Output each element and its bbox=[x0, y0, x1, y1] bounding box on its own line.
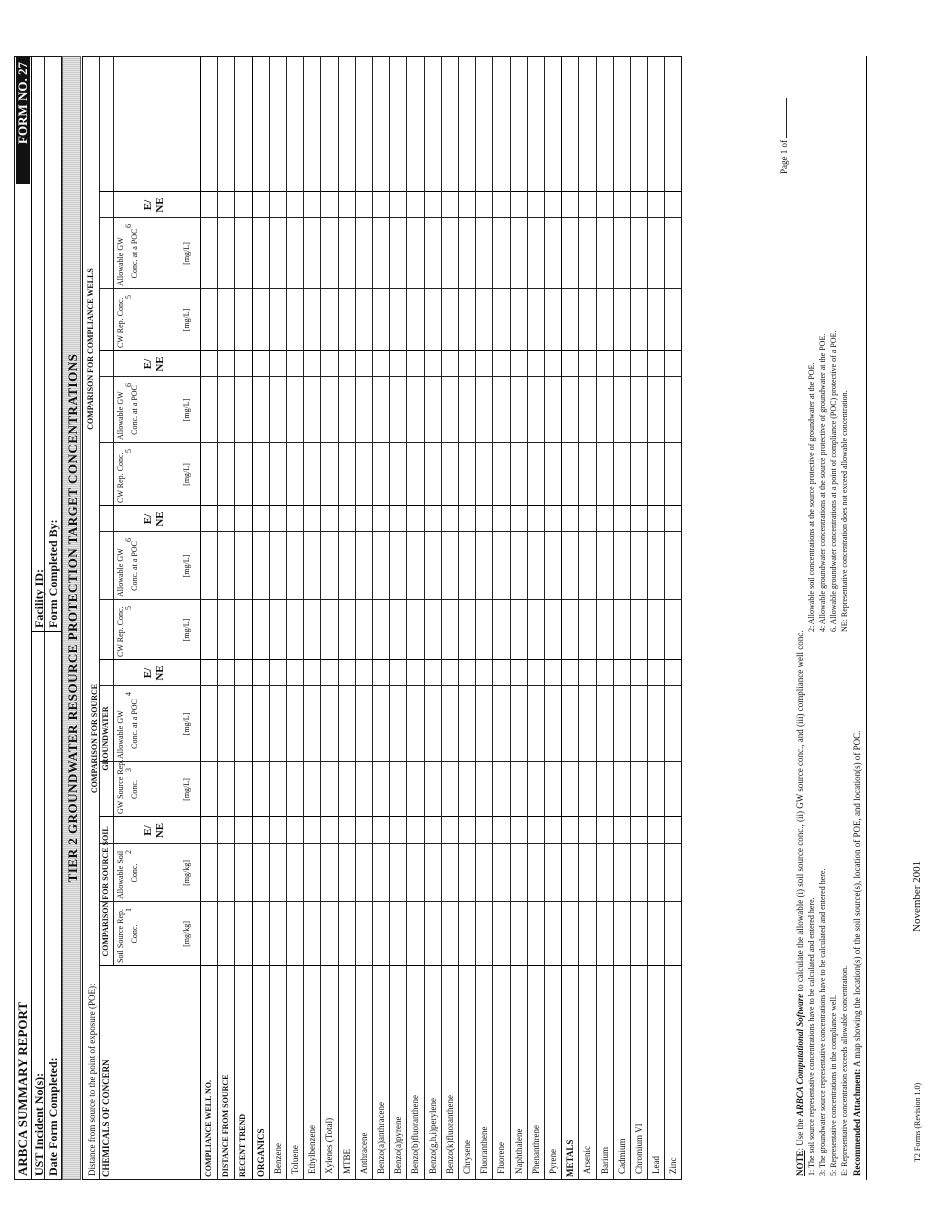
chemical-row-label: Chromium VI bbox=[634, 1123, 644, 1174]
chemical-row-label: Chrysene bbox=[462, 1140, 472, 1174]
special-row-label: RECENT TREND bbox=[238, 1113, 248, 1177]
table-rule bbox=[99, 531, 682, 532]
allowable-gw-poc-3-sup: 6 bbox=[124, 224, 133, 228]
table-rule bbox=[217, 56, 218, 1180]
chemical-row-label: Benzo(k)fluoranthene bbox=[444, 1095, 455, 1174]
table-rule bbox=[99, 350, 682, 351]
table-rule bbox=[99, 56, 100, 1180]
table-rule bbox=[269, 56, 270, 1180]
allowable-soil-conc-label: Allowable Soil bbox=[116, 850, 125, 899]
footer-revision: T2 Forms (Revision 1.0) bbox=[913, 1082, 922, 1162]
chemical-row-label: Pyrene bbox=[548, 1149, 558, 1174]
group-source-gw-2: GROUNDWATER bbox=[101, 706, 110, 771]
note-5: 5: Representative concentrations in the compliance well. bbox=[829, 994, 838, 1176]
soil-e-ne-e: E/ bbox=[142, 825, 154, 836]
soil-rep-conc-label: Soil Source Rep. bbox=[116, 909, 125, 963]
gw-rep-conc-label: GW Source Rep. bbox=[116, 759, 125, 814]
chemicals-header: CHEMICALS OF CONCERN bbox=[101, 1059, 111, 1177]
chemical-row-label: Zinc bbox=[668, 1157, 679, 1174]
allowable-gw-conc-src-label-2: Conc. at a POC bbox=[130, 699, 139, 749]
date-completed-label: Date Form Completed: bbox=[46, 1057, 60, 1176]
table-rule bbox=[99, 288, 682, 289]
table-rule bbox=[492, 56, 493, 1180]
group-source-soil: COMPARISON FOR SOURCE SOIL bbox=[101, 826, 110, 957]
note-e: E: Representative concentration exceeds allowable concentration. bbox=[840, 965, 849, 1176]
gw-rep-conc-label-2: Conc. bbox=[130, 780, 139, 799]
table-rule bbox=[424, 56, 425, 1180]
group-compliance-wells: COMPARISON FOR COMPLIANCE WELLS bbox=[86, 268, 95, 430]
note-2: 2: Allowable soil concentrations at the source protective of groundwater at the POE. bbox=[807, 362, 816, 632]
section-title: TIER 2 GROUNDWATER RESOURCE PROTECTION TARGET CONCENTRATIONS bbox=[65, 353, 80, 883]
table-rule bbox=[99, 816, 682, 817]
report-title: ARBCA SUMMARY REPORT bbox=[15, 1001, 30, 1176]
chemical-row-label: Ethylbenzene bbox=[307, 1125, 318, 1174]
table-rule bbox=[578, 56, 579, 1180]
chemical-row-label: MTBE bbox=[341, 1148, 352, 1174]
table-rule bbox=[320, 56, 321, 1180]
table-rule bbox=[113, 56, 114, 966]
cw-rep-conc-1-sup: 5 bbox=[124, 606, 133, 610]
chemical-row-label: Arsenic bbox=[582, 1146, 593, 1174]
chemical-row-label: Phenanthrene bbox=[530, 1125, 541, 1174]
chemical-row-label: Benzene bbox=[272, 1143, 283, 1174]
chemical-row-label: Benzo(a)pyrene bbox=[393, 1116, 404, 1174]
note-ne: NE: Representative concentration does not exceed allowable concentration. bbox=[840, 390, 849, 632]
table-rule bbox=[372, 56, 373, 1180]
ust-incident-label: UST Incident No(s): bbox=[32, 1072, 46, 1176]
cw1-e-ne-e: E/ bbox=[142, 513, 154, 525]
cw-rep-conc-2-sup: 5 bbox=[124, 449, 133, 453]
gw-e-ne-e: E/ bbox=[142, 667, 154, 679]
table-rule bbox=[99, 685, 682, 686]
table-rule bbox=[355, 56, 356, 1180]
group-source-gw: COMPARISON FOR SOURCE bbox=[90, 683, 99, 794]
table-rule bbox=[406, 56, 407, 1180]
cw-rep-conc-1-unit: [mg/L] bbox=[182, 618, 191, 642]
chemical-row-label: Xylenes (Total) bbox=[324, 1117, 335, 1174]
table-rule bbox=[99, 505, 682, 506]
form-number: FORM NO. 27 bbox=[16, 56, 30, 184]
allowable-soil-conc-sup: 2 bbox=[124, 850, 133, 854]
cw-rep-conc-3-label: CW Rep. Conc. bbox=[116, 297, 125, 348]
completed-by-label: Form Completed By: bbox=[46, 519, 60, 628]
special-row-label: DISTANCE FROM SOURCE bbox=[221, 1074, 231, 1177]
table-rule bbox=[510, 56, 511, 1180]
table-rule bbox=[647, 56, 648, 1180]
cw1-e-ne-ne: NE bbox=[154, 511, 166, 527]
soil-rep-conc-unit: [mg/kg] bbox=[182, 921, 191, 947]
allowable-gw-conc-src-unit: [mg/L] bbox=[182, 712, 191, 736]
note-4: 4: Allowable groundwater concentrations at the source protective of groundwater at the POE. bbox=[818, 333, 827, 632]
distance-to-poe-label: Distance from source to the point of exposure (POE): bbox=[87, 983, 97, 1176]
table-rule bbox=[286, 56, 287, 1180]
gw-rep-conc-sup: 3 bbox=[124, 768, 133, 772]
table-rule bbox=[252, 56, 253, 1180]
table-rule bbox=[99, 217, 682, 218]
allowable-gw-poc-3-unit: [mg/L] bbox=[182, 242, 191, 265]
chemical-row-label: Benzo(g,h,i)perylene bbox=[427, 1098, 438, 1174]
cw3-e-ne-ne: NE bbox=[154, 197, 166, 213]
table-rule bbox=[99, 599, 682, 600]
cw2-e-ne-e: E/ bbox=[142, 358, 154, 370]
table-rule bbox=[99, 761, 682, 762]
table-rule bbox=[596, 56, 597, 1180]
cw-rep-conc-2-unit: [mg/L] bbox=[182, 463, 191, 486]
table-rule bbox=[664, 56, 665, 1180]
cw-rep-conc-2-label: CW Rep. Conc. bbox=[116, 452, 125, 503]
cw-rep-conc-3-unit: [mg/L] bbox=[182, 308, 191, 332]
chemical-row-label: Cadmium bbox=[616, 1138, 627, 1174]
chemical-row-label: Naphthalene bbox=[513, 1128, 524, 1174]
table-rule bbox=[527, 56, 528, 1180]
table-rule bbox=[99, 191, 682, 192]
allowable-gw-conc-src-sup: 4 bbox=[124, 692, 133, 696]
cw-rep-conc-3-sup: 5 bbox=[124, 295, 133, 299]
gw-rep-conc-unit: [mg/L] bbox=[182, 778, 191, 801]
table-rule bbox=[99, 965, 682, 966]
allowable-gw-poc-1-label-2: Conc. at a POC bbox=[130, 541, 139, 591]
table-rule bbox=[458, 56, 459, 1180]
facility-id-label: Facility ID: bbox=[32, 569, 46, 628]
allowable-gw-poc-1-unit: [mg/L] bbox=[182, 554, 191, 578]
table-rule bbox=[200, 56, 201, 1180]
note-6: 6. Allowable groundwater concentrations at a point of compliance (POC) protective of a POE. bbox=[829, 330, 838, 632]
chemical-row-label: Anthracene bbox=[358, 1132, 369, 1174]
table-rule bbox=[561, 56, 562, 1180]
allowable-gw-poc-1-sup: 6 bbox=[124, 538, 133, 542]
page-number: Page 1 of bbox=[780, 98, 789, 174]
allowable-gw-poc-2-unit: [mg/L] bbox=[182, 398, 191, 422]
table-rule bbox=[99, 442, 682, 443]
gw-e-ne-ne: NE bbox=[154, 665, 166, 681]
table-rule bbox=[544, 56, 545, 1180]
allowable-gw-poc-2-label-2: Conc. at a POC bbox=[130, 385, 139, 435]
table-rule bbox=[99, 843, 682, 844]
table-rule bbox=[441, 56, 442, 1180]
table-frame bbox=[82, 56, 682, 1180]
cw-rep-conc-1-label: CW Rep. Conc. bbox=[116, 606, 125, 657]
soil-e-ne-ne: NE bbox=[154, 822, 166, 839]
soil-rep-conc-label-2: Conc. bbox=[130, 924, 139, 944]
table-rule bbox=[630, 56, 631, 1180]
chemical-row-label: Fluorene bbox=[496, 1142, 507, 1174]
attachment-note: Recommended Attachment: A map showing the location(s) of the soil source(s), location of POE, and location(s) of POC. bbox=[852, 730, 862, 1176]
table-rule bbox=[234, 56, 235, 1180]
allowable-soil-conc-label-2: Conc. bbox=[130, 863, 139, 883]
note-1: 1: The soil source representative concentrations have to be calculated and entered here. bbox=[807, 897, 816, 1176]
table-rule bbox=[99, 901, 682, 902]
allowable-gw-poc-3-label: Allowable GW bbox=[116, 237, 125, 286]
chemical-row-label: Lead bbox=[651, 1156, 662, 1174]
table-rule bbox=[389, 56, 390, 1180]
chemical-row-label: Benzo(b)fluoranthene bbox=[410, 1095, 421, 1174]
chemical-row-label: Fluoranthene bbox=[479, 1126, 490, 1174]
table-rule bbox=[338, 56, 339, 1180]
chemical-row-label: Toluene bbox=[290, 1145, 300, 1174]
table-rule bbox=[99, 659, 682, 660]
allowable-gw-conc-src-label: Allowable GW bbox=[116, 710, 125, 759]
allowable-soil-conc-unit: [mg/kg] bbox=[182, 860, 191, 886]
allowable-gw-poc-1-label: Allowable GW bbox=[116, 548, 125, 597]
table-rule bbox=[613, 56, 614, 1180]
table-rule bbox=[99, 376, 682, 377]
soil-rep-conc-sup: 1 bbox=[124, 908, 133, 912]
allowable-gw-poc-2-label: Allowable GW bbox=[116, 391, 125, 440]
software-note: NOTE: Use the ARBCA Computational Software to calculate the allowable (i) soil source conc., (ii) GW source conc., and (iii) compliance well conc. bbox=[795, 630, 805, 1176]
footer-date: November 2001 bbox=[911, 860, 923, 932]
metals-header-label: METALS bbox=[565, 1139, 576, 1177]
cw3-e-ne-e: E/ bbox=[142, 199, 154, 211]
table-rule bbox=[475, 56, 476, 1180]
chemical-row-label: Barium bbox=[599, 1147, 610, 1174]
cw2-e-ne-ne: NE bbox=[154, 356, 166, 372]
organics-header-label: ORGANICS bbox=[255, 1128, 266, 1177]
note-3: 3: The groundwater source representative concentrations have to be calculated and entered here. bbox=[818, 868, 827, 1176]
allowable-gw-poc-3-label-2: Conc. at a POC bbox=[130, 228, 139, 279]
chemical-row-label: Benzo(a)anthracene bbox=[376, 1102, 386, 1174]
special-row-label: COMPLIANCE WELL NO. bbox=[204, 1080, 213, 1177]
allowable-gw-poc-2-sup: 6 bbox=[124, 383, 133, 387]
table-rule bbox=[303, 56, 304, 1180]
